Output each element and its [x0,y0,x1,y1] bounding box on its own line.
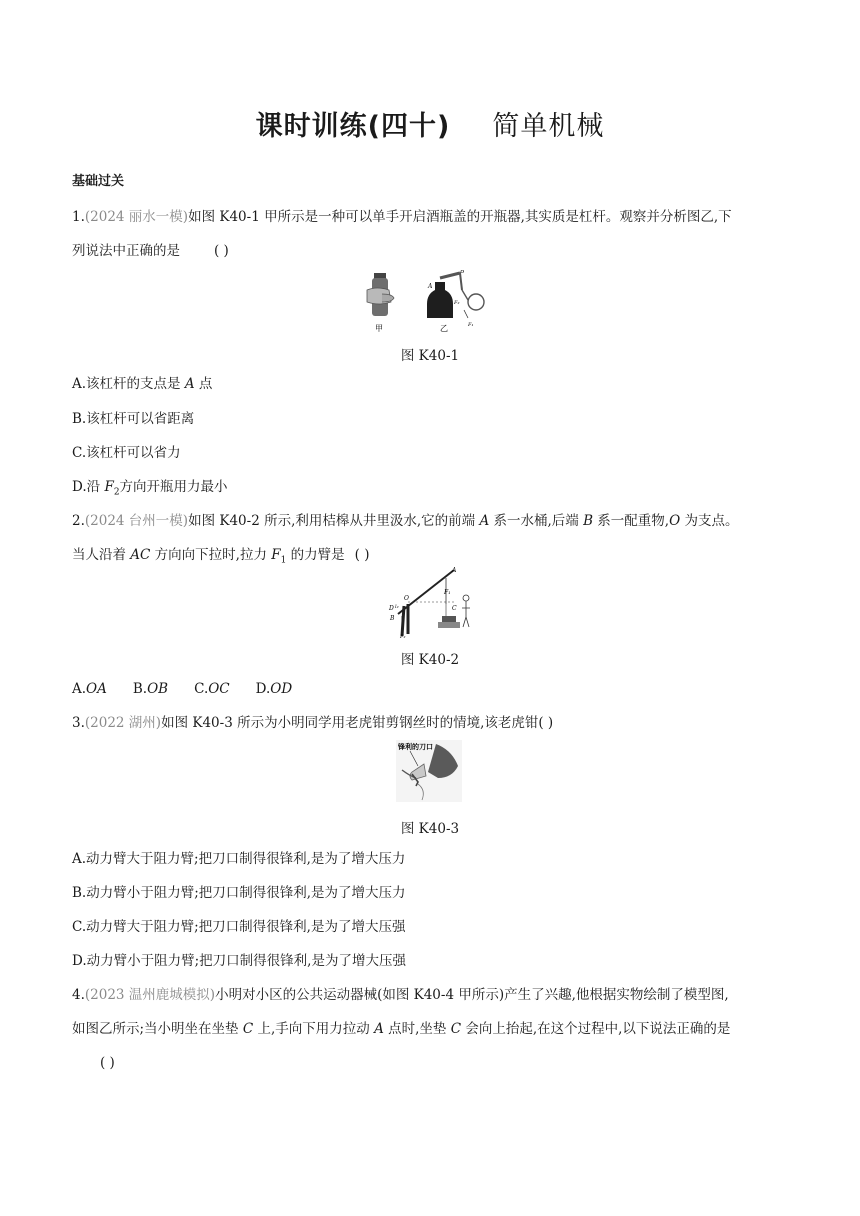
q4-line2: 如图乙所示;当小明坐在坐垫 C 上,手向下用力拉动 A 点时,坐垫 C 会向上抬起,在这个过程中,以下说法正确的是 [72,1021,731,1037]
q2-option-a: A.OA [72,681,107,697]
q2-source: (2024 台州一模) [84,513,189,529]
q3-option-a: A.动力臂大于阻力臂;把刀口制得很锋利,是为了增大压力 [72,851,406,867]
q1-text2: 列说法中正确的是 [72,243,180,259]
title-sub: 简单机械 [492,111,605,142]
q2-line2: 当人沿着 AC 方向向下拉时,拉力 $F_1$ 的力臂是 ( ) [72,547,370,566]
fig2-label-O: O [404,595,409,602]
figure-label-jia: 甲 [375,324,383,333]
q4-line1: 4.(2023 温州鹿城模拟)小明对小区的公共运动器械(如图 K40-4 甲所示)产生了兴趣,他根据实物绘制了模型图, [72,987,729,1003]
figure-k40-3 [396,740,462,802]
fig2-label-l2: l₂ [395,604,399,610]
figure-label-yi: 乙 [440,324,448,333]
figure-k40-1-jia [367,273,394,333]
fig3-label-blade: 锋利的刀口 [398,743,433,751]
figure-label-F1: F₁ [468,322,474,328]
figure-label-F2: F₂ [454,300,460,306]
title-main: 课时训练(四十) [255,111,451,142]
q1-text1: 如图 K40-1 甲所示是一种可以单手开启酒瓶盖的开瓶器,其实质是杠杆。观察并分析图乙,下 [188,209,732,225]
q1-option-b: B.该杠杆可以省距离 [72,411,195,427]
q2-options [72,680,292,698]
figure-caption-k40-2: 图 K40-2 [400,652,460,668]
q1-option-d: D.沿 $F_2$方向开瓶用力最小 [72,479,228,498]
q2-answer-bracket: ( ) [354,547,370,563]
q3-source: (2022 湖州) [84,715,162,731]
q1-answer-bracket: ( ) [214,243,229,259]
q3-option-d: D.动力臂小于阻力臂;把刀口制得很锋利,是为了增大压强 [72,953,406,969]
fig2-label-D: D [389,605,394,612]
q2-option-d: D.OD [255,681,293,697]
fig2-label-F1: F₁ [444,589,451,596]
figure-k40-2 [386,564,482,640]
q1-line1 [72,208,732,226]
q2-option-b: B.OB [132,681,169,697]
q4-source: (2023 温州鹿城模拟) [84,987,216,1003]
q1-option-a: A.该杠杆的支点是 A 点 [72,376,213,392]
q1-line2 [72,242,229,260]
fig2-label-B: B [390,615,395,622]
figure-k40-1 [364,270,498,334]
q2-line1: 2.(2024 台州一模)如图 K40-2 所示,利用桔槔从井里汲水,它的前端 A 系一水桶,后端 B 系一配重物,O 为支点。 [72,513,739,529]
figure-caption-k40-1: 图 K40-1 [400,348,460,364]
fig2-label-C: C [452,605,457,612]
q1-number: 1. [72,209,85,225]
section-heading: 基础过关 [72,174,125,189]
fig2-label-A: A [452,567,457,574]
figure-k40-1-yi [427,270,484,333]
figure-label-A: A [428,283,433,290]
q3-option-b: B.动力臂小于阻力臂;把刀口制得很锋利,是为了增大压力 [72,885,406,901]
figure-caption-k40-3: 图 K40-3 [400,821,460,837]
q1-source: (2024 丽水一模) [84,209,189,225]
q3-option-c: C.动力臂大于阻力臂;把刀口制得很锋利,是为了增大压强 [72,919,406,935]
q1-option-c: C.该杠杆可以省力 [72,445,181,461]
q4-answer-bracket: ( ) [100,1055,115,1071]
figure-label-B: B [460,270,465,275]
q3-line1: 3.(2022 湖州)如图 K40-3 所示为小明同学用老虎钳剪钢丝时的情境,该老虎钳( ) [72,715,554,731]
page-title [0,104,860,143]
q2-option-c: C.OC [194,681,230,697]
fig2-label-F2: F₂ [400,634,406,640]
